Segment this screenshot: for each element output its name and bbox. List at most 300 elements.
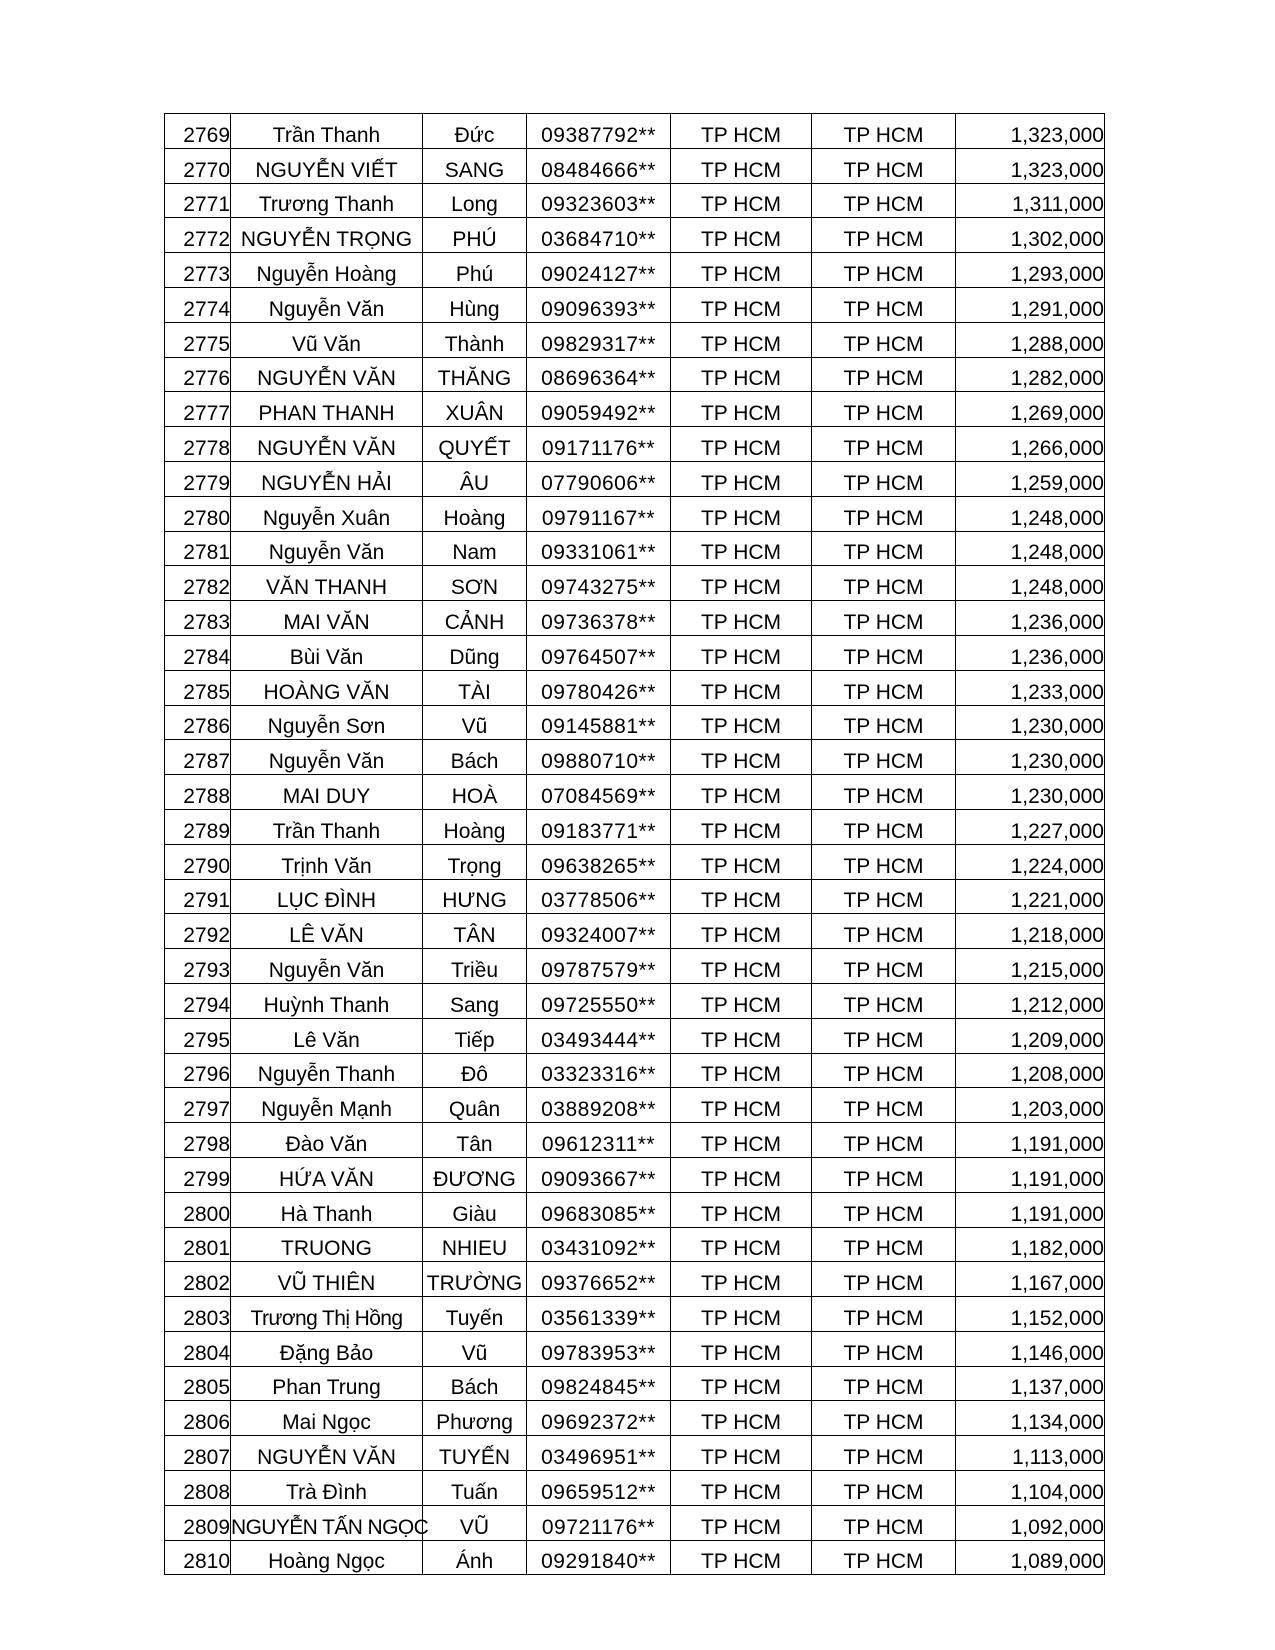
province: TP HCM — [843, 958, 924, 982]
province-cell — [812, 531, 956, 566]
first-name: Phương — [436, 1411, 513, 1435]
table-row — [165, 1227, 1105, 1262]
last-name-cell — [231, 253, 423, 288]
province-cell — [812, 1018, 956, 1053]
city-cell — [671, 287, 812, 322]
amount-cell — [956, 635, 1105, 670]
province: TP HCM — [843, 158, 924, 182]
first-name-cell — [423, 1123, 527, 1158]
first-name-cell — [423, 1088, 527, 1123]
last-name: Nguyễn Văn — [268, 958, 385, 982]
first-name-cell — [423, 844, 527, 879]
city-cell — [671, 949, 812, 984]
last-name: Trịnh Văn — [281, 854, 372, 878]
city: TP HCM — [700, 1411, 782, 1435]
amount-cell — [956, 1192, 1105, 1227]
province: TP HCM — [843, 854, 924, 878]
city: TP HCM — [700, 1446, 782, 1470]
first-name-cell — [423, 670, 527, 705]
province: TP HCM — [843, 1272, 924, 1296]
table-row — [165, 914, 1105, 949]
city-cell — [671, 809, 812, 844]
province: TP HCM — [843, 228, 924, 252]
phone-number-cell — [527, 566, 671, 601]
amount: 1,089,000 — [1010, 1550, 1104, 1574]
city-cell — [671, 1262, 812, 1297]
table-row — [165, 1123, 1105, 1158]
table-row — [165, 983, 1105, 1018]
phone-number: 03493444** — [541, 1028, 656, 1052]
amount: 1,209,000 — [1010, 1028, 1104, 1052]
amount-cell — [956, 1297, 1105, 1332]
province: TP HCM — [843, 576, 924, 600]
province: TP HCM — [843, 1411, 924, 1435]
row-number-cell — [165, 531, 231, 566]
city: TP HCM — [700, 471, 782, 495]
row-number: 2795 — [183, 1028, 230, 1052]
amount-cell — [956, 705, 1105, 740]
amount: 1,248,000 — [1010, 576, 1104, 600]
last-name-cell — [231, 1540, 423, 1575]
province: TP HCM — [843, 750, 924, 774]
row-number-cell — [165, 496, 231, 531]
amount-cell — [956, 1262, 1105, 1297]
last-name-cell — [231, 531, 423, 566]
last-name-cell — [231, 879, 423, 914]
phone-number-cell — [527, 1297, 671, 1332]
first-name-cell — [423, 392, 527, 427]
phone-number: 08484666** — [541, 158, 656, 182]
roster-table — [164, 113, 1105, 1575]
phone-number-cell — [527, 740, 671, 775]
amount: 1,230,000 — [1010, 715, 1104, 739]
amount-cell — [956, 183, 1105, 218]
row-number-cell — [165, 740, 231, 775]
table-row — [165, 1053, 1105, 1088]
amount: 1,259,000 — [1010, 471, 1104, 495]
amount-cell — [956, 809, 1105, 844]
phone-number: 09721176** — [541, 1515, 656, 1539]
province-cell — [812, 357, 956, 392]
province-cell — [812, 1227, 956, 1262]
last-name-cell — [231, 1262, 423, 1297]
row-number-cell — [165, 1505, 231, 1540]
city: TP HCM — [700, 1167, 782, 1191]
row-number-cell — [165, 1192, 231, 1227]
city: TP HCM — [700, 1480, 782, 1504]
first-name-cell — [423, 253, 527, 288]
row-number: 2788 — [183, 784, 230, 808]
last-name-cell — [231, 844, 423, 879]
row-number: 2805 — [183, 1376, 230, 1400]
last-name-cell — [231, 1088, 423, 1123]
last-name: Nguyễn Văn — [268, 541, 385, 565]
province: TP HCM — [843, 819, 924, 843]
row-number-cell — [165, 287, 231, 322]
city-cell — [671, 531, 812, 566]
amount: 1,288,000 — [1010, 332, 1104, 356]
province: TP HCM — [843, 262, 924, 286]
province: TP HCM — [843, 1237, 924, 1261]
city-cell — [671, 566, 812, 601]
amount: 1,137,000 — [1010, 1376, 1104, 1400]
last-name-cell — [231, 1401, 423, 1436]
phone-number-cell — [527, 1227, 671, 1262]
first-name-cell — [423, 1505, 527, 1540]
city: TP HCM — [700, 1237, 782, 1261]
row-number: 2808 — [183, 1480, 230, 1504]
province: TP HCM — [843, 1063, 924, 1087]
amount-cell — [956, 461, 1105, 496]
phone-number-cell — [527, 322, 671, 357]
row-number: 2798 — [183, 1132, 230, 1156]
amount-cell — [956, 775, 1105, 810]
phone-number: 09787579** — [541, 958, 656, 982]
first-name-cell — [423, 461, 527, 496]
amount: 1,191,000 — [1010, 1202, 1104, 1226]
first-name: Nam — [452, 541, 497, 565]
province-cell — [812, 914, 956, 949]
row-number-cell — [165, 601, 231, 636]
first-name-cell — [423, 114, 527, 149]
province-cell — [812, 461, 956, 496]
last-name-cell — [231, 740, 423, 775]
first-name: Bách — [450, 750, 499, 774]
phone-number: 03684710** — [541, 228, 656, 252]
last-name: Mai Ngọc — [282, 1411, 371, 1435]
phone-number: 09145881** — [541, 715, 656, 739]
city-cell — [671, 1157, 812, 1192]
province-cell — [812, 427, 956, 462]
amount-cell — [956, 1018, 1105, 1053]
table-row — [165, 775, 1105, 810]
last-name-cell — [231, 1436, 423, 1471]
amount: 1,282,000 — [1010, 367, 1104, 391]
first-name-cell — [423, 1436, 527, 1471]
row-number: 2785 — [183, 680, 230, 704]
amount-cell — [956, 253, 1105, 288]
last-name: NGUYỄN VĂN — [257, 367, 396, 391]
city: TP HCM — [700, 889, 782, 913]
first-name: Bách — [450, 1376, 499, 1400]
city-cell — [671, 1192, 812, 1227]
last-name: LỤC ĐÌNH — [276, 889, 377, 913]
city-cell — [671, 1297, 812, 1332]
amount: 1,152,000 — [1010, 1306, 1104, 1330]
first-name: Hoàng — [443, 506, 506, 530]
row-number: 2796 — [183, 1063, 230, 1087]
first-name: Hùng — [449, 297, 500, 321]
province: TP HCM — [843, 993, 924, 1017]
row-number-cell — [165, 809, 231, 844]
amount-cell — [956, 1227, 1105, 1262]
first-name-cell — [423, 1471, 527, 1506]
province-cell — [812, 1366, 956, 1401]
amount: 1,092,000 — [1010, 1515, 1104, 1539]
first-name: Ánh — [455, 1550, 494, 1574]
city: TP HCM — [700, 402, 782, 426]
table-row — [165, 740, 1105, 775]
last-name-cell — [231, 670, 423, 705]
phone-number-cell — [527, 601, 671, 636]
city-cell — [671, 601, 812, 636]
phone-number: 03889208** — [541, 1098, 656, 1122]
phone-number: 09331061** — [541, 541, 656, 565]
city: TP HCM — [700, 1098, 782, 1122]
phone-number: 09780426** — [541, 680, 656, 704]
amount-cell — [956, 1053, 1105, 1088]
province: TP HCM — [843, 1446, 924, 1470]
first-name-cell — [423, 566, 527, 601]
province-cell — [812, 1401, 956, 1436]
phone-number: 09764507** — [541, 645, 656, 669]
first-name-cell — [423, 496, 527, 531]
amount-cell — [956, 914, 1105, 949]
city-cell — [671, 1053, 812, 1088]
table-row — [165, 1297, 1105, 1332]
city-cell — [671, 1018, 812, 1053]
phone-number-cell — [527, 496, 671, 531]
row-number-cell — [165, 1436, 231, 1471]
province: TP HCM — [843, 715, 924, 739]
phone-number: 09324007** — [541, 924, 656, 948]
last-name: Vũ Văn — [292, 332, 361, 356]
first-name-cell — [423, 740, 527, 775]
phone-number-cell — [527, 949, 671, 984]
first-name-cell — [423, 601, 527, 636]
province: TP HCM — [843, 541, 924, 565]
last-name-cell — [231, 914, 423, 949]
row-number: 2773 — [183, 262, 230, 286]
amount: 1,266,000 — [1010, 436, 1104, 460]
city: TP HCM — [700, 541, 782, 565]
last-name-cell — [231, 1471, 423, 1506]
province: TP HCM — [843, 1550, 924, 1574]
province-cell — [812, 1436, 956, 1471]
phone-number-cell — [527, 218, 671, 253]
amount-cell — [956, 740, 1105, 775]
amount-cell — [956, 496, 1105, 531]
row-number-cell — [165, 253, 231, 288]
first-name: Vũ — [461, 715, 488, 739]
city: TP HCM — [700, 1202, 782, 1226]
first-name: Tân — [456, 1132, 493, 1156]
city: TP HCM — [700, 1132, 782, 1156]
city-cell — [671, 218, 812, 253]
last-name: Phan Trung — [272, 1376, 381, 1400]
last-name-cell — [231, 1505, 429, 1540]
first-name-cell — [423, 183, 527, 218]
first-name: QUYẾT — [438, 436, 511, 460]
table-row — [165, 1018, 1105, 1053]
last-name-cell — [231, 1157, 423, 1192]
first-name: ÂU — [459, 471, 490, 495]
province-cell — [812, 148, 956, 183]
first-name-cell — [423, 775, 527, 810]
amount: 1,248,000 — [1010, 506, 1104, 530]
phone-number-cell — [527, 148, 671, 183]
city-cell — [671, 1366, 812, 1401]
city-cell — [671, 427, 812, 462]
table-row — [165, 114, 1105, 149]
amount: 1,134,000 — [1010, 1411, 1104, 1435]
phone-number: 09824845** — [541, 1376, 656, 1400]
row-number-cell — [165, 1262, 231, 1297]
row-number-cell — [165, 1540, 231, 1575]
row-number-cell — [165, 1297, 231, 1332]
table-row — [165, 1505, 1105, 1540]
amount: 1,182,000 — [1010, 1237, 1104, 1261]
phone-number-cell — [527, 183, 671, 218]
table-row — [165, 670, 1105, 705]
city-cell — [671, 1540, 812, 1575]
phone-number: 09880710** — [541, 750, 656, 774]
amount: 1,218,000 — [1010, 924, 1104, 948]
phone-number: 03778506** — [541, 889, 656, 913]
province-cell — [812, 392, 956, 427]
province-cell — [812, 1053, 956, 1088]
city: TP HCM — [700, 1550, 782, 1574]
province-cell — [812, 496, 956, 531]
first-name-cell — [423, 1262, 527, 1297]
first-name-cell — [423, 635, 527, 670]
province: TP HCM — [843, 506, 924, 530]
first-name: TUYẾN — [438, 1446, 511, 1470]
row-number-cell — [165, 427, 231, 462]
city: TP HCM — [700, 193, 782, 217]
amount: 1,236,000 — [1010, 645, 1104, 669]
last-name-cell — [231, 1227, 423, 1262]
row-number-cell — [165, 1157, 231, 1192]
row-number-cell — [165, 183, 231, 218]
last-name-cell — [231, 392, 423, 427]
city: TP HCM — [700, 1272, 782, 1296]
last-name: VŨ THIÊN — [277, 1272, 376, 1296]
amount-cell — [956, 1157, 1105, 1192]
amount-cell — [956, 357, 1105, 392]
province-cell — [812, 705, 956, 740]
row-number: 2780 — [183, 506, 230, 530]
phone-number-cell — [527, 1540, 671, 1575]
province-cell — [812, 183, 956, 218]
amount-cell — [956, 322, 1105, 357]
phone-number: 09783953** — [541, 1341, 656, 1365]
city-cell — [671, 705, 812, 740]
phone-number: 07084569** — [541, 784, 656, 808]
last-name: VĂN THANH — [266, 576, 387, 600]
last-name: NGUYỄN TẤN NGỌC — [231, 1515, 429, 1539]
phone-number: 09376652** — [541, 1272, 656, 1296]
amount-cell — [956, 1540, 1105, 1575]
row-number-cell — [165, 1053, 231, 1088]
city: TP HCM — [700, 958, 782, 982]
province: TP HCM — [843, 193, 924, 217]
amount-cell — [956, 601, 1105, 636]
table-row — [165, 287, 1105, 322]
last-name-cell — [231, 1018, 423, 1053]
city-cell — [671, 844, 812, 879]
table-row — [165, 949, 1105, 984]
phone-number-cell — [527, 1366, 671, 1401]
amount-cell — [956, 670, 1105, 705]
row-number-cell — [165, 949, 231, 984]
table-row — [165, 1540, 1105, 1575]
province-cell — [812, 983, 956, 1018]
phone-number: 09093667** — [541, 1167, 656, 1191]
amount: 1,230,000 — [1010, 784, 1104, 808]
phone-number: 09183771** — [541, 819, 656, 843]
row-number: 2783 — [183, 610, 230, 634]
table-row — [165, 566, 1105, 601]
city-cell — [671, 1401, 812, 1436]
province-cell — [812, 949, 956, 984]
city: TP HCM — [700, 1341, 782, 1365]
first-name: Thành — [444, 332, 505, 356]
first-name: VŨ — [459, 1515, 490, 1539]
province-cell — [812, 1088, 956, 1123]
phone-number: 09743275** — [541, 576, 656, 600]
amount-cell — [956, 566, 1105, 601]
last-name-cell — [231, 983, 423, 1018]
row-number-cell — [165, 635, 231, 670]
first-name: Vũ — [461, 1341, 488, 1365]
table-row — [165, 1436, 1105, 1471]
last-name-cell — [231, 705, 423, 740]
row-number-cell — [165, 1088, 231, 1123]
last-name-cell — [231, 461, 423, 496]
city: TP HCM — [700, 332, 782, 356]
amount: 1,236,000 — [1010, 610, 1104, 634]
province-cell — [812, 1192, 956, 1227]
province-cell — [812, 879, 956, 914]
table-row — [165, 1262, 1105, 1297]
province: TP HCM — [843, 123, 924, 147]
city-cell — [671, 1331, 812, 1366]
city: TP HCM — [700, 228, 782, 252]
phone-number-cell — [527, 392, 671, 427]
city-cell — [671, 670, 812, 705]
table-row — [165, 357, 1105, 392]
province: TP HCM — [843, 471, 924, 495]
last-name-cell — [231, 1366, 423, 1401]
first-name-cell — [423, 1331, 527, 1366]
phone-number: 09638265** — [541, 854, 656, 878]
amount-cell — [956, 1401, 1105, 1436]
province-cell — [812, 218, 956, 253]
table-row — [165, 427, 1105, 462]
first-name-cell — [423, 879, 527, 914]
phone-number-cell — [527, 983, 671, 1018]
row-number: 2786 — [183, 715, 230, 739]
amount-cell — [956, 1331, 1105, 1366]
table-row — [165, 1192, 1105, 1227]
last-name-cell — [231, 496, 423, 531]
city-cell — [671, 357, 812, 392]
last-name-cell — [231, 427, 423, 462]
city-cell — [671, 148, 812, 183]
phone-number-cell — [527, 357, 671, 392]
first-name: Đức — [454, 123, 495, 147]
amount: 1,215,000 — [1010, 958, 1104, 982]
amount-cell — [956, 1505, 1105, 1540]
city: TP HCM — [700, 750, 782, 774]
row-number: 2804 — [183, 1341, 230, 1365]
row-number: 2797 — [183, 1098, 230, 1122]
row-number-cell — [165, 392, 231, 427]
last-name-cell — [231, 601, 423, 636]
table-row — [165, 218, 1105, 253]
city-cell — [671, 775, 812, 810]
